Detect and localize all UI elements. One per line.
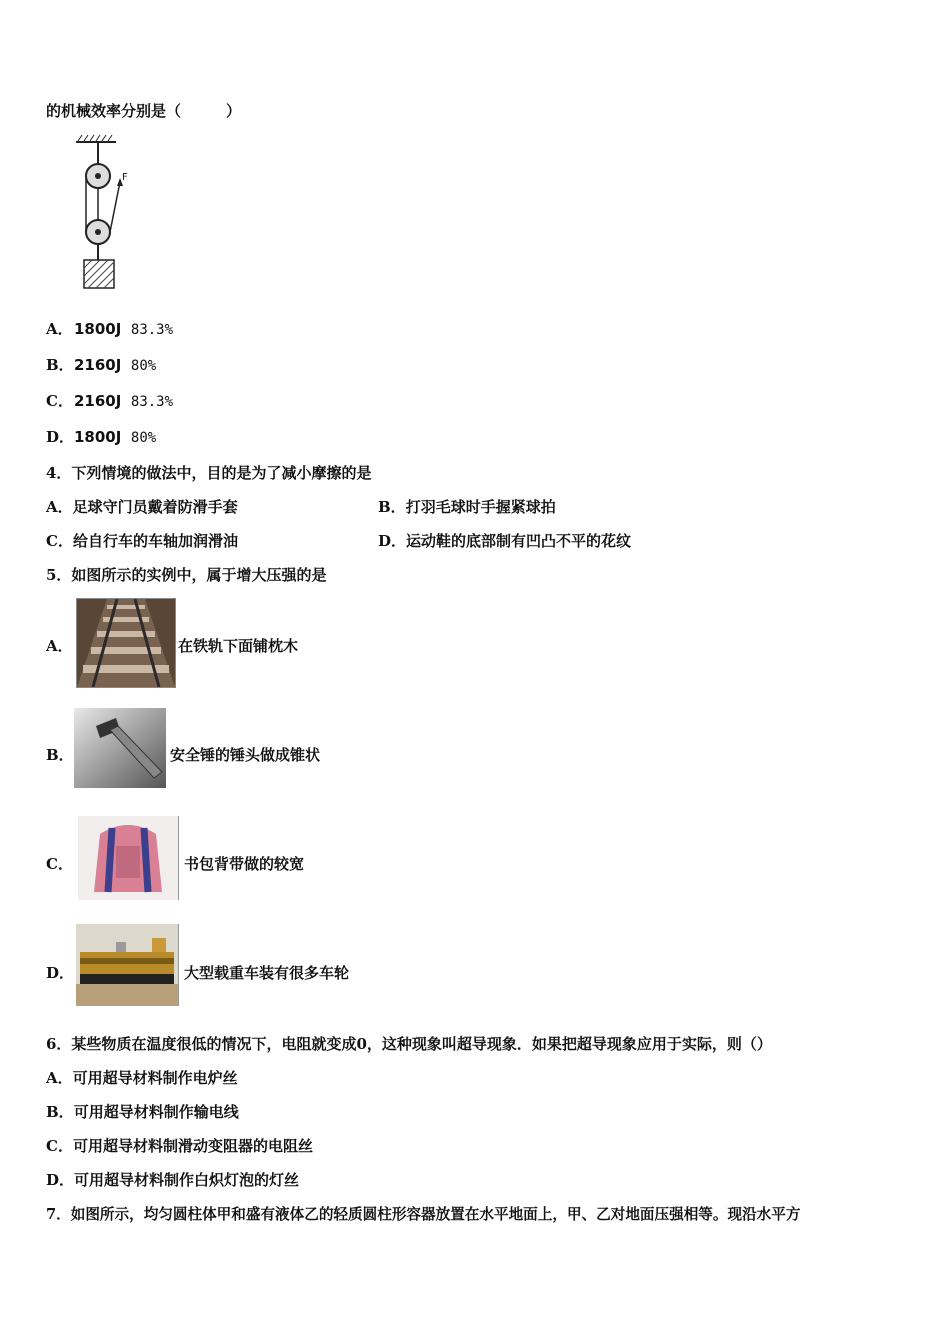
q5-option-b-text: 安全锤的锤头做成锥状 xyxy=(170,746,321,764)
heavy-truck-image xyxy=(76,924,179,1006)
railway-sleepers-image xyxy=(76,598,176,688)
pulley-diagram xyxy=(70,134,140,292)
question-stem-continuation: 的机械效率分别是（ ） xyxy=(46,102,242,120)
question-4-stem: 4．下列情境的做法中，目的是为了减小摩擦的是 xyxy=(46,464,372,482)
question-7-stem: 7．如图所示，均匀圆柱体甲和盛有液体乙的轻质圆柱形容器放置在水平地面上，甲、乙对地面压强相等。现沿水平方 xyxy=(46,1206,801,1223)
q4-option-c[interactable]: C．给自行车的车轴加润滑油 xyxy=(46,532,238,550)
question-6-stem: 6．某些物质在温度很低的情况下，电阻就变成0，这种现象叫超导现象．如果把超导现象应用于实际，则（） xyxy=(46,1035,772,1053)
question-5-stem: 5．如图所示的实例中，属于增大压强的是 xyxy=(46,566,327,584)
q6-option-b[interactable]: B．可用超导材料制作输电线 xyxy=(46,1103,239,1121)
q5-option-b-letter[interactable]: B． xyxy=(46,746,74,764)
option-b[interactable]: B．2160J 80% xyxy=(46,356,157,374)
q5-option-a-letter[interactable]: A． xyxy=(46,637,73,655)
q5-option-c-text: 书包背带做的较宽 xyxy=(184,855,305,873)
q6-option-c[interactable]: C．可用超导材料制滑动变阻器的电阻丝 xyxy=(46,1137,313,1155)
q6-option-a[interactable]: A．可用超导材料制作电炉丝 xyxy=(46,1069,238,1087)
option-c[interactable]: C．2160J 83.3% xyxy=(46,392,174,410)
force-label: F xyxy=(122,172,128,183)
q5-option-d-text: 大型载重车装有很多车轮 xyxy=(184,964,350,982)
option-a[interactable]: A．1800J 83.3% xyxy=(46,320,174,338)
q6-option-d[interactable]: D．可用超导材料制作白炽灯泡的灯丝 xyxy=(46,1171,300,1189)
safety-hammer-image xyxy=(74,708,166,788)
q4-option-b[interactable]: B．打羽毛球时手握紧球拍 xyxy=(378,498,556,516)
q4-option-a[interactable]: A．足球守门员戴着防滑手套 xyxy=(46,498,238,516)
option-d[interactable]: D．1800J 80% xyxy=(46,428,157,446)
backpack-image xyxy=(78,816,179,900)
q5-option-a-text: 在铁轨下面铺枕木 xyxy=(178,637,299,655)
q4-option-d[interactable]: D．运动鞋的底部制有凹凸不平的花纹 xyxy=(378,532,632,550)
q5-option-c-letter[interactable]: C． xyxy=(46,855,73,873)
q5-option-d-letter[interactable]: D． xyxy=(46,964,75,982)
